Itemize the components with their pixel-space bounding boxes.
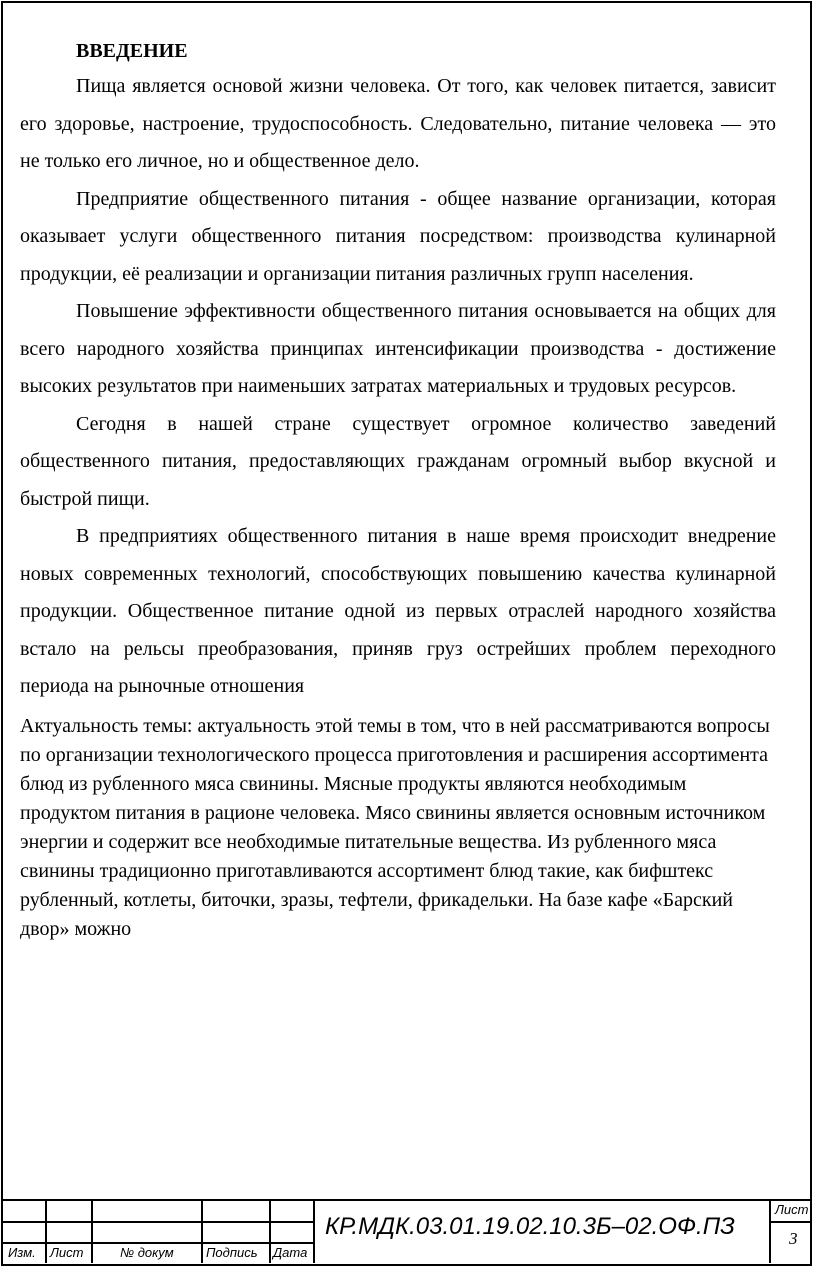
sheet-number: 3 xyxy=(789,1229,798,1248)
stamp-label-sign: Подпись xyxy=(206,1245,258,1260)
stamp-label-izm: Изм. xyxy=(8,1245,36,1260)
page-title: ВВЕДЕНИЕ xyxy=(76,40,188,62)
paragraph-5: В предприятиях общественного питания в наше время происходит внедрение новых современных технологий, способствующих повышению качества кулинарной продукции. Общественное питание одной из первых отраслей народного хозяйства встало на рельсы преобразования, приняв груз острейших проблем переходного периода на рыночные отношения xyxy=(20,525,776,697)
stamp-label-list: Лист xyxy=(50,1245,84,1260)
stamp-label-date: Дата xyxy=(273,1245,308,1260)
title-block-stamp xyxy=(3,1199,810,1263)
paragraph-4: Сегодня в нашей стране существует огромное количество заведений общественного питания, предоставляющих гражданам огромный выбор вкусной и быстрой пищи. xyxy=(20,412,776,510)
stamp-label-doc: № докум xyxy=(120,1245,174,1260)
document-number: КР.МДК.03.01.19.02.10.3Б–02.ОФ.ПЗ xyxy=(325,1213,735,1240)
paragraph-2: Предприятие общественного питания - общее название организации, которая оказывает услуги общественного питания посредством: производства кулинарной продукции, её реализации и организации питания различных групп населения. xyxy=(20,187,776,285)
paragraph-relevance: Актуальность темы: актуальность этой темы в том, что в ней рассматриваются вопросы по организации технологического процесса приготовления и расширения ассортимента блюд из рубленного мяса свинины. Мясные продукты являются необходимым продуктом питания в рационе человека. Мясо свинины является основным источником энергии и содержит все необходимые питательные вещества. Из рубленного мяса свинины традиционно приготавливаются ассортимент блюд такие, как бифштекс рубленный, котлеты, биточки, зразы, тефтели, фрикадельки. На базе кафе «Барский двор» можно xyxy=(20,714,770,940)
paragraph-1: Пища является основой жизни человека. От того, как человек питается, зависит его здоровье, настроение, трудоспособность. Следовательно, питание человека — это не только его личное, но и общественное дело. xyxy=(20,75,776,172)
sheet-label: Лист xyxy=(775,1202,809,1217)
document-body xyxy=(20,34,776,944)
paragraph-3: Повышение эффективности общественного питания основывается на общих для всего народного хозяйства принципах интенсификации производства - достижение высоких результатов при наименьших затратах материальных и трудовых ресурсов. xyxy=(20,300,776,397)
